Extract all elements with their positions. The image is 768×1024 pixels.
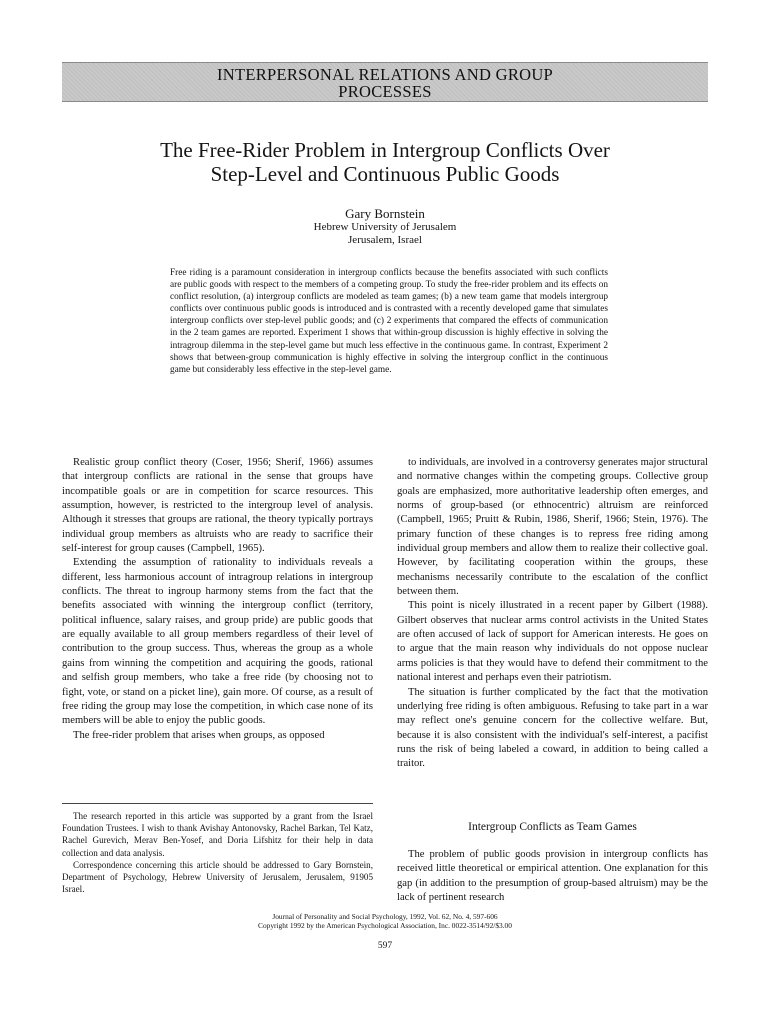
author-name: Gary Bornstein [345, 206, 425, 221]
copyright-line: Copyright 1992 by the American Psychological Association, Inc. 0022-3514/92/$3.00 [258, 921, 512, 930]
citation-line: Journal of Personality and Social Psychology, 1992, Vol. 62, No. 4, 597-606 [272, 912, 498, 921]
author-affiliation [62, 221, 708, 246]
article-title [62, 138, 708, 186]
paragraph: The free-rider problem that arises when groups, as opposed [73, 729, 325, 741]
footnote-funding: The research reported in this article was supported by a grant from the Israel Foundation Trustees. I wish to thank Avishay Antonovsky, Rachel Barkan, Tel Katz, Rachel Gurevich, Merav Ben-Yosef, and Doria Lifshitz for their help in data collection and data analysis. [62, 811, 373, 858]
title-line: The Free-Rider Problem in Intergroup Conflicts Over [160, 138, 610, 162]
paragraph: The problem of public goods provision in intergroup conflicts has received little theoretical or empirical attention. One explanation for this gap (in addition to the presumption of group-based altruism) may be the lack of pertinent research [397, 849, 708, 904]
abstract: Free riding is a paramount consideration in intergroup conflicts because the benefits associated with such conflicts are public goods with respect to the members of a competing group. To study the free-rider problem and its effects on conflict resolution, (a) intergroup conflicts are modeled as team games; (b) a new team game that models intergroup conflicts over continuous public goods is introduced and is contrasted with a recently developed game that simulates intergroup conflicts over step-level public goods; and (c) 2 experiments that compared the effects of communication in the 2 team games are reported. Experiment 1 shows that within-group discussion is highly effective in solving the intragroup dilemma in the step-level game but much less effective in the continuous game. In contrast, Experiment 2 shows that between-group communication is highly effective in solving the intergroup conflict in the continuous game but considerably less effective in the step-level game. [170, 268, 608, 375]
paragraph: to individuals, are involved in a controversy generates major structural and normative changes within the competing groups. Collective group goals are emphasized, more authoritative leadership often emerges, and norms of group-based (or ethnocentric) altruism are reinforced (Campbell, 1965; Pruitt & Rubin, 1986, Sherif, 1966; Stein, 1976). The primary function of these changes is to repress free riding among individual group members and allow them to realize their collective goal. However, by facilitating cooperation within the groups, these mechanisms necessarily contribute to the escalation of the conflict between them. [397, 457, 708, 598]
title-line: Step-Level and Continuous Public Goods [210, 162, 560, 186]
footnotes [62, 810, 373, 895]
paragraph: This point is nicely illustrated in a recent paper by Gilbert (1988). Gilbert observes that nuclear arms control activists in the United States are often accused of lack of support for American interests. He goes on to argue that the main reason why individuals do not oppose nuclear arms policies is that they would have to defend their commitment to the national interest and perhaps even their patriotism. [397, 600, 708, 684]
paragraph: Extending the assumption of rationality to individuals reveals a different, less harmonious account of intragroup relations in intergroup conflicts. The threat to ingroup harmony stems from the fact that the benefits associated with winning the intergroup conflict (territory, political influence, salary raises, and group pride) are public goods that are equally available to all group members regardless of their level of contribution to the group success. Thus, whereas the group as a whole gains from winning the competition and acquiring the goods, rational and selfish group members, who take a free ride (by choosing not to fight, vote, or stand on a picket line), gain more. Of course, as a result of free riding the group may lose the competition, in which case none of its members will be able to enjoy the public goods. [62, 557, 373, 727]
body-column-right-continued [397, 848, 708, 905]
section-heading-line: PROCESSES [338, 82, 432, 101]
section-heading-line: INTERPERSONAL RELATIONS AND GROUP [216, 65, 554, 84]
journal-citation [62, 912, 708, 930]
body-column-left [62, 456, 373, 743]
affiliation-line: Hebrew University of Jerusalem [313, 221, 457, 233]
paragraph: The situation is further complicated by the fact that the motivation underlying free riding is often ambiguous. Refusing to take part in a war may reflect one's genuine concern for the collective welfare. But, because it is also consistent with the individual's self-interest, a pacifist runs the risk of being labeled a coward, in addition to being called a traitor. [397, 686, 708, 770]
paragraph: Realistic group conflict theory (Coser, 1956; Sherif, 1966) assumes that intergroup conflicts are rational in the sense that groups have incompatible goals or are in competition for scarce resources. This assumption, however, is restricted to the intergroup level of analysis. Although it stresses that groups are rational, the theory typically portrays individual group members as altruists who are ready to sacrifice their self-interest for group causes (Campbell, 1965). [62, 457, 373, 555]
section-banner [62, 62, 708, 102]
affiliation-line: Jerusalem, Israel [348, 233, 422, 246]
footnote-correspondence: Correspondence concerning this article should be addressed to Gary Bornstein, Department of Psychology, Hebrew University of Jerusalem, Jerusalem, 91905 Israel. [62, 859, 373, 895]
body-column-right [397, 456, 708, 772]
page-number: 597 [377, 941, 393, 951]
footnote-divider [62, 803, 373, 804]
subsection-heading: Intergroup Conflicts as Team Games [468, 821, 637, 833]
